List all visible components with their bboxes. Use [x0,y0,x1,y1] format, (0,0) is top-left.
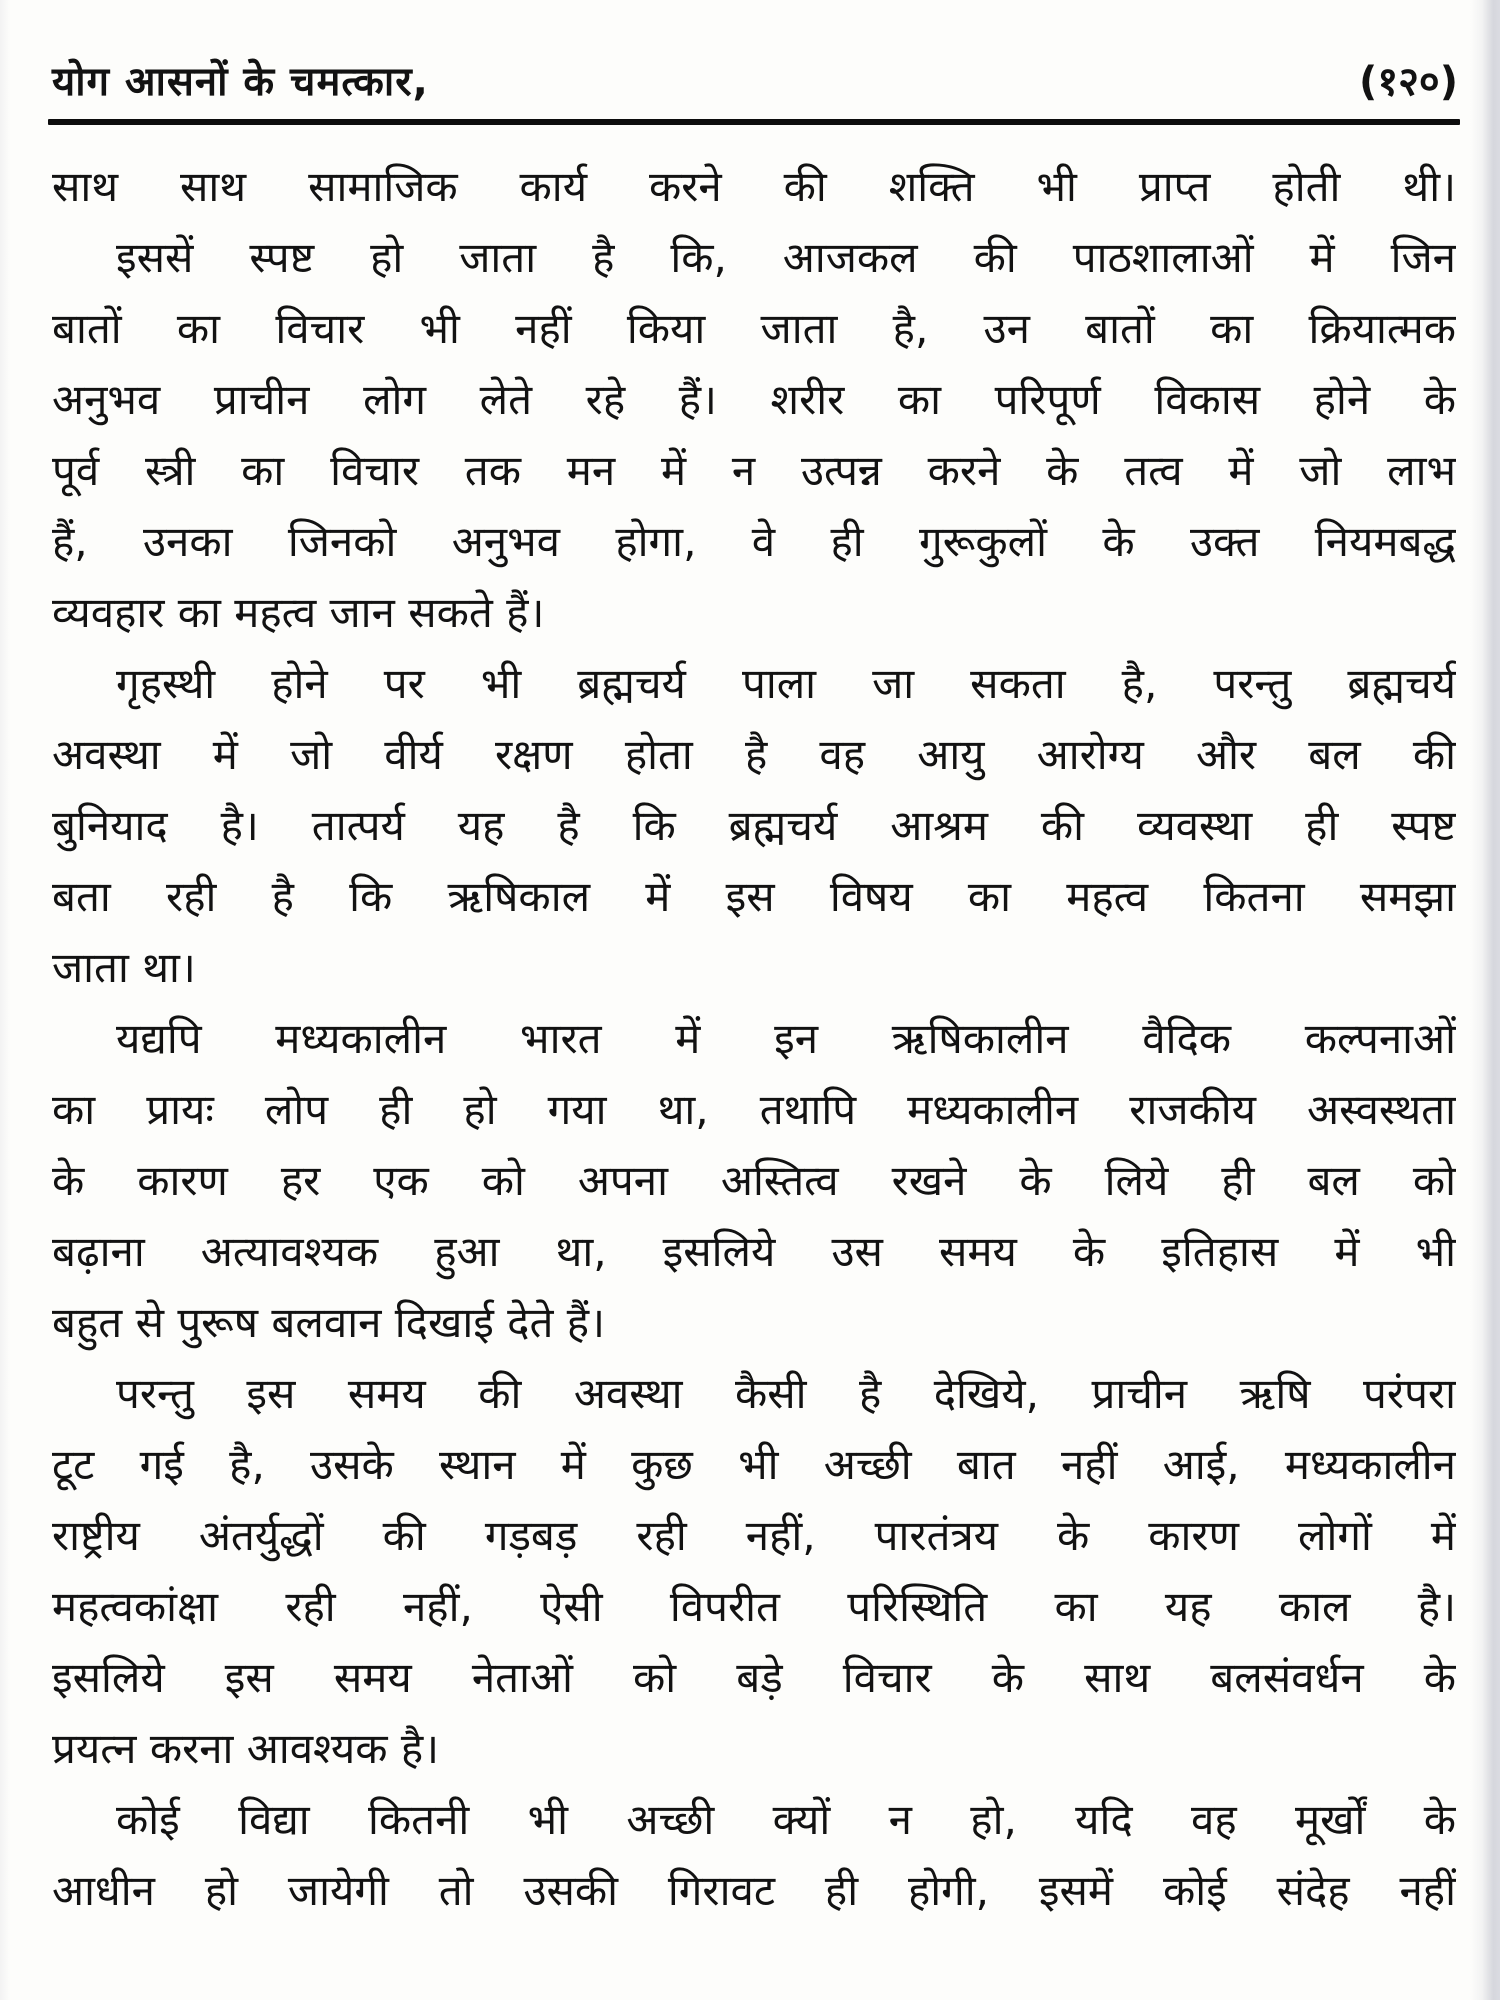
text-line: इससें स्पष्ट हो जाता है कि, आजकल की पाठशालाओं में जिन [116,233,1456,282]
text-line: साथ साथ सामाजिक कार्य करने की शक्ति भी प्राप्त होती थी। [52,162,1456,211]
text-line: कोई विद्या कितनी भी अच्छी क्यों न हो, यदि वह मूर्खों के [116,1795,1456,1844]
text-line: बढ़ाना अत्यावश्यक हुआ था, इसलिये उस समय के इतिहास में भी [52,1227,1456,1276]
text-line: पूर्व स्त्री का विचार तक मन में न उत्पन्न करने के तत्व में जो लाभ [52,446,1456,495]
paragraph [52,1003,1456,1358]
text-line: महत्वकांक्षा रही नहीं, ऐसी विपरीत परिस्थिति का यह काल है। [52,1582,1456,1631]
text-line: गृहस्थी होने पर भी ब्रह्मचर्य पाला जा सकता है, परन्तु ब्रह्मचर्य [116,659,1456,708]
page-number: (१२०) [1359,59,1458,105]
text-line: इसलिये इस समय नेताओं को बड़े विचार के साथ बलसंवर्धन के [52,1653,1456,1702]
text-line: जाता था। [52,943,196,992]
text-line: बातों का विचार भी नहीं किया जाता है, उन बातों का क्रियात्मक [52,304,1456,353]
text-line: अनुभव प्राचीन लोग लेते रहे हैं। शरीर का परिपूर्ण विकास होने के [52,375,1456,424]
paragraph [52,222,1456,648]
paragraph [52,648,1456,1003]
text-line: यद्यपि मध्यकालीन भारत में इन ऋषिकालीन वैदिक कल्पनाओं [116,1014,1456,1063]
paragraph [52,1784,1456,1926]
text-line: आधीन हो जायेगी तो उसकी गिरावट ही होगी, इसमें कोई संदेह नहीं [52,1866,1456,1915]
paragraph [52,151,1456,222]
paragraph [52,1358,1456,1784]
text-line: प्रयत्न करना आवश्यक है। [52,1724,440,1773]
text-line: राष्ट्रीय अंतर्युद्धों की गड़बड़ रही नहीं, पारतंत्रय के कारण लोगों में [52,1511,1456,1560]
text-line: हैं, उनका जिनको अनुभव होगा, वे ही गुरूकुलों के उक्त नियमबद्ध [52,517,1456,566]
text-line: के कारण हर एक को अपना अस्तित्व रखने के लिये ही बल को [52,1156,1456,1205]
page-header [0,0,1500,107]
text-line: बहुत से पुरूष बलवान दिखाई देते हैं। [52,1298,605,1347]
text-line: टूट गई है, उसके स्थान में कुछ भी अच्छी बात नहीं आई, मध्यकालीन [52,1440,1456,1489]
text-line: का प्रायः लोप ही हो गया था, तथापि मध्यकालीन राजकीय अस्वस्थता [52,1085,1456,1134]
text-line: अवस्था में जो वीर्य रक्षण होता है वह आयु आरोग्य और बल की [52,730,1456,779]
text-line: बता रही है कि ऋषिकाल में इस विषय का महत्व कितना समझा [52,872,1456,921]
page-body [0,125,1500,1926]
text-line: बुनियाद है। तात्पर्य यह है कि ब्रह्मचर्य आश्रम की व्यवस्था ही स्पष्ट [52,801,1456,850]
book-title: योग आसनों के चमत्कार, [52,59,429,105]
text-line: परन्तु इस समय की अवस्था कैसी है देखिये, प्राचीन ऋषि परंपरा [116,1369,1456,1418]
text-line: व्यवहार का महत्व जान सकते हैं। [52,588,545,637]
